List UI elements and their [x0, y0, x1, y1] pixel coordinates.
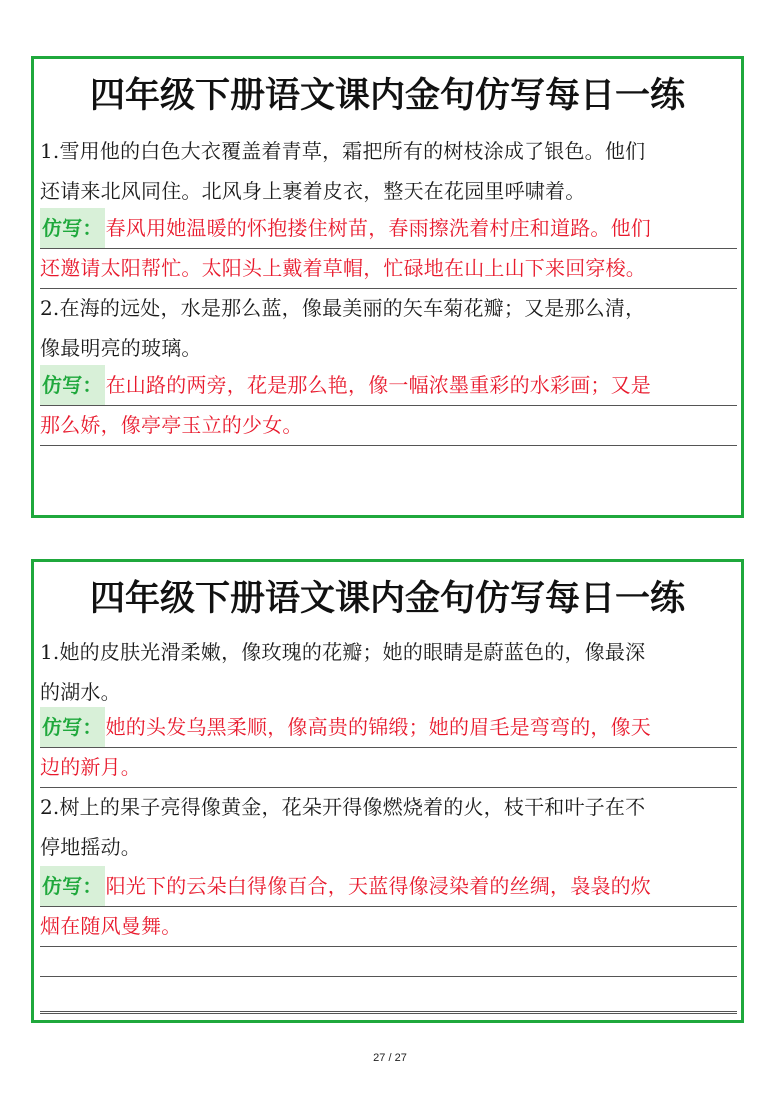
imitation-label: 仿写：: [40, 707, 105, 747]
imitation-text: 她的头发乌黑柔顺，像高贵的锦缎；她的眉毛是弯弯的，像天: [105, 715, 652, 739]
original-sentence-line: 的湖水。: [40, 680, 121, 704]
blank-writing-line: [40, 976, 737, 977]
imitation-label: 仿写：: [40, 866, 105, 906]
original-sentence-line: 还请来北风同住。北风身上裹着皮衣，整天在花园里呼啸着。: [40, 179, 586, 203]
original-sentence-line: 2.在海的远处，水是那么蓝，像最美丽的矢车菊花瓣；又是那么清，: [40, 296, 646, 320]
imitation-line: 边的新月。: [40, 747, 737, 788]
imitation-line: 那么娇，像亭亭玉立的少女。: [40, 405, 737, 446]
original-sentence-line: 像最明亮的玻璃。: [40, 336, 202, 360]
card-title: 四年级下册语文课内金句仿写每日一练: [89, 76, 685, 116]
imitation-line: 还邀请太阳帮忙。太阳头上戴着草帽，忙碌地在山上山下来回穿梭。: [40, 248, 737, 289]
page-number: 27 / 27: [373, 1052, 407, 1064]
blank-writing-line: [40, 1011, 737, 1014]
imitation-line: [40, 365, 737, 406]
imitation-label: 仿写：: [40, 208, 105, 248]
exercise-card-2: [31, 559, 744, 1023]
imitation-line: 烟在随风曼舞。: [40, 906, 737, 947]
imitation-line: [40, 707, 737, 748]
exercise-card-1: [31, 56, 744, 518]
imitation-text: 春风用她温暖的怀抱搂住树苗，春雨擦洗着村庄和道路。他们: [105, 216, 652, 240]
original-sentence-line: 1.雪用他的白色大衣覆盖着青草，霜把所有的树枝涂成了银色。他们: [40, 139, 646, 163]
imitation-line: [40, 208, 737, 249]
imitation-text: 在山路的两旁，花是那么艳，像一幅浓墨重彩的水彩画；又是: [105, 373, 652, 397]
imitation-label: 仿写：: [40, 365, 105, 405]
card-title: 四年级下册语文课内金句仿写每日一练: [89, 579, 685, 619]
original-sentence-line: 停地摇动。: [40, 835, 141, 859]
imitation-text: 阳光下的云朵白得像百合，天蓝得像浸染着的丝绸，袅袅的炊: [105, 874, 652, 898]
imitation-line: [40, 866, 737, 907]
original-sentence-line: 1.她的皮肤光滑柔嫩，像玫瑰的花瓣；她的眼睛是蔚蓝色的，像最深: [40, 640, 646, 664]
original-sentence-line: 2.树上的果子亮得像黄金，花朵开得像燃烧着的火，枝干和叶子在不: [40, 795, 646, 819]
